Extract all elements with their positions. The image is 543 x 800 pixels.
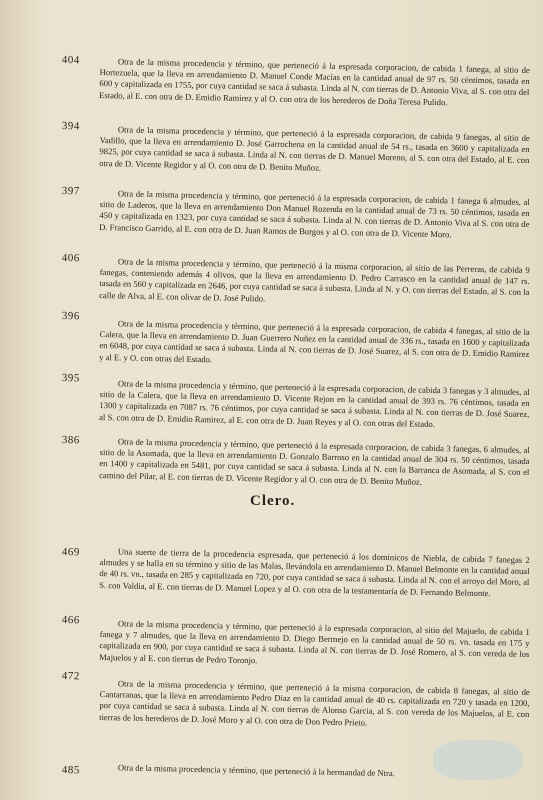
entry-text: Otra de la misma procedencia y término, que perteneció á la espresada corporacion, de cabida 1 fanega, al sitio de Hortezuela, que la lleva en arrendamiento D. Manuel Conde Macías en la cantidad anual de 97 rs. 50 céntimos, tasada en 600 y capitalizada en 1755, por cuya cantidad se saca á subasta. Linda al N. con tierras de D. Antonio Viva, al S. con otra del Estado, al E. con otra de D. Emidio Ramirez y al O. con otra de los herederos de Doña Teresa Pulido. — [99, 56, 530, 107]
section-heading: Clero. — [250, 493, 296, 509]
entry-number: 469 — [61, 546, 80, 559]
entry-number: 404 — [61, 54, 80, 67]
paper-stain — [433, 740, 523, 780]
entry-text: Otra de la misma procedencia y término, que perteneció á la espresada corporacion, de cabida 3 fanegas, 6 almudes, al sitio de la Asomada, que la lleva en arrendamiento D. Gonzalo Barroso en la cantidad anual de 304 rs. 50 céntimos, tasada en 1400 y capitalizada en 5481, por cuya cantidad se saca á subasta. Linda al N. con la Barranca de Asomada, al S. con el camino del Pilar, al E. con tierras de D. Vicente Regidor y al O. con otra de D. Benito Muñoz. — [99, 436, 530, 487]
entry-text: Otra de la misma procedencia y término, que perteneció á la espresada corporacion, al sitio del Majuelo, de cabida 1 fanega y 7 almudes, que la lleva en arrendamiento D. Diego Bermejo en la cantidad anual de 50 rs. vn. tasada en 175 y capitalizada en 900, por cuya cantidad se saca á subasta. Linda al N. con tierras de D. José Romero, al S. con vereda de los Majuelos y al E. con tierras de Pedro Toronjo. — [99, 618, 530, 665]
entry-text: Otra de la misma procedencia y término, que perteneció á la espresada corporacion, de cabida 9 fanegas, al sitio de Vadillo, que la lleva en arrendamiento D. José Garrochena en la cantidad anual de 54 rs., tasada en 3600 y capitalizada en 9825, por cuya cantidad se saca á subasta. Linda al N. con tierras de D. Manuel Moreno, al S. con otra del Estado, al E. con otra de D. Vicente Regidor y al O. con otra de D. Benito Muñoz. — [99, 124, 530, 173]
entry-text: Otra de la misma procedencia y término, que perteneció á la misma corporacion, de cabida 8 fanegas, al sitio de Cantarranas, que la lleva en arrendamiento Pedro Diaz en la cantidad anual de 40 rs. capitalizada en 720 y tasada en 1200, por cuya cantidad se saca á subasta. Linda al N. con tierras de Alonso Garcia, al S. con vereda de los Majuelos, al E. con tierras de los herederos de D. José Moro y al O. con otra de Don Pedro Prieto. — [99, 678, 530, 728]
entry-text: Otra de la misma procedencia y término, que perteneció á la espresada corporacion, de cabida 4 fanegas, al sitio de la Calera, que la lleva en arrendamiento D. Juan Guerrero Nuñez en la cantidad anual de 336 rs., tasada en 1600 y capitalizada en 6048, por cuya cantidad se saca á subasta. Linda al N. con tierras de D. José Suarez, al S. con otra de D. Emidio Ramirez y al E. y O. con otras del Estado. — [99, 318, 530, 364]
entry-number: 466 — [61, 614, 80, 627]
entry-number: 386 — [61, 434, 80, 447]
entry-text: Otra de la misma procedencia y término, que perteneció á la misma corporacion, al sitio de las Perreras, de cabida 9 fanegas, conteniendo además 4 olivos, que la lleva en arrendamiento D. Pedro Carrasco en la cantidad anual de 147 rs. tasada en 560 y capitalizada en 2646, por cuya cantidad se saca á subasta. Linda al N. y O. con tierras del Estado, al S. con la calle de Alva, al E. con olivar de D. José Pulido. — [99, 256, 530, 304]
entry-number: 472 — [61, 670, 80, 683]
entry-text: Otra de la misma procedencia y término, que perteneció á la hermandad de Ntra. — [117, 762, 395, 779]
entry-text: Una suerte de tierra de la procedencia espresada, que perteneció á los dominicos de Niebla, de cabida 7 fanegas 2 almudes y se halla en su término y sitio de las Malas, llevándola en arrendamiento D. Manuel Belmonte en la cantidad anual de 40 rs. vn., tasada en 285 y capitalizada en 720, por cuya cantidad se saca á subasta. Linda al N. con el arroyo del Moro, al S. con Valdia, al E. con tierras de D. Manuel Lopez y al O. con otra de la testamentaría de D. Fernando Belmonte. — [99, 546, 530, 598]
entry-number: 395 — [61, 372, 80, 385]
entry-number: 406 — [61, 252, 80, 265]
entry-text: Otra de la misma procedencia y término, que perteneció á la espresada corporacion, de cabida 3 fanegas y 3 almudes, al sitio de la Calera, que la lleva en arrendamiento D. Vicente Rejon en la cantidad anual de 393 rs. 76 céntimos, tasada en 1300 y capitalizada en 7087 rs. 76 céntimos, por cuya cantidad se saca á subasta. Linda al N. con tierras de D. José Suarez, al S. con otra de D. Emidio Ramirez, al E. con otra de D. Juan Reyes y al O. con otras del Estado. — [99, 378, 530, 429]
entry-number: 397 — [61, 185, 80, 198]
entry-text: Otra de la misma procedencia y término, que perteneció á la espresada corporacion, de cabida 1 fanega 6 almudes, al sitio de Laderos, que la lleva en arrendamiento Don Manuel Rozenda en la cantidad anual de 73 rs. 50 céntimos, tasada en 450 y capitalizada en 1323, por cuya cantidad se saca á subasta. Linda al N. con tierras de D. Antonio Viva al S. con otra de D. Francisco Garrido, al E. con otra de D. Juan Ramos de Burgos y al O. con otra de D. Vicente Moro. — [99, 188, 530, 239]
entry-number: 396 — [61, 310, 80, 323]
entry-number: 485 — [61, 764, 80, 777]
entry-number: 394 — [61, 120, 80, 133]
